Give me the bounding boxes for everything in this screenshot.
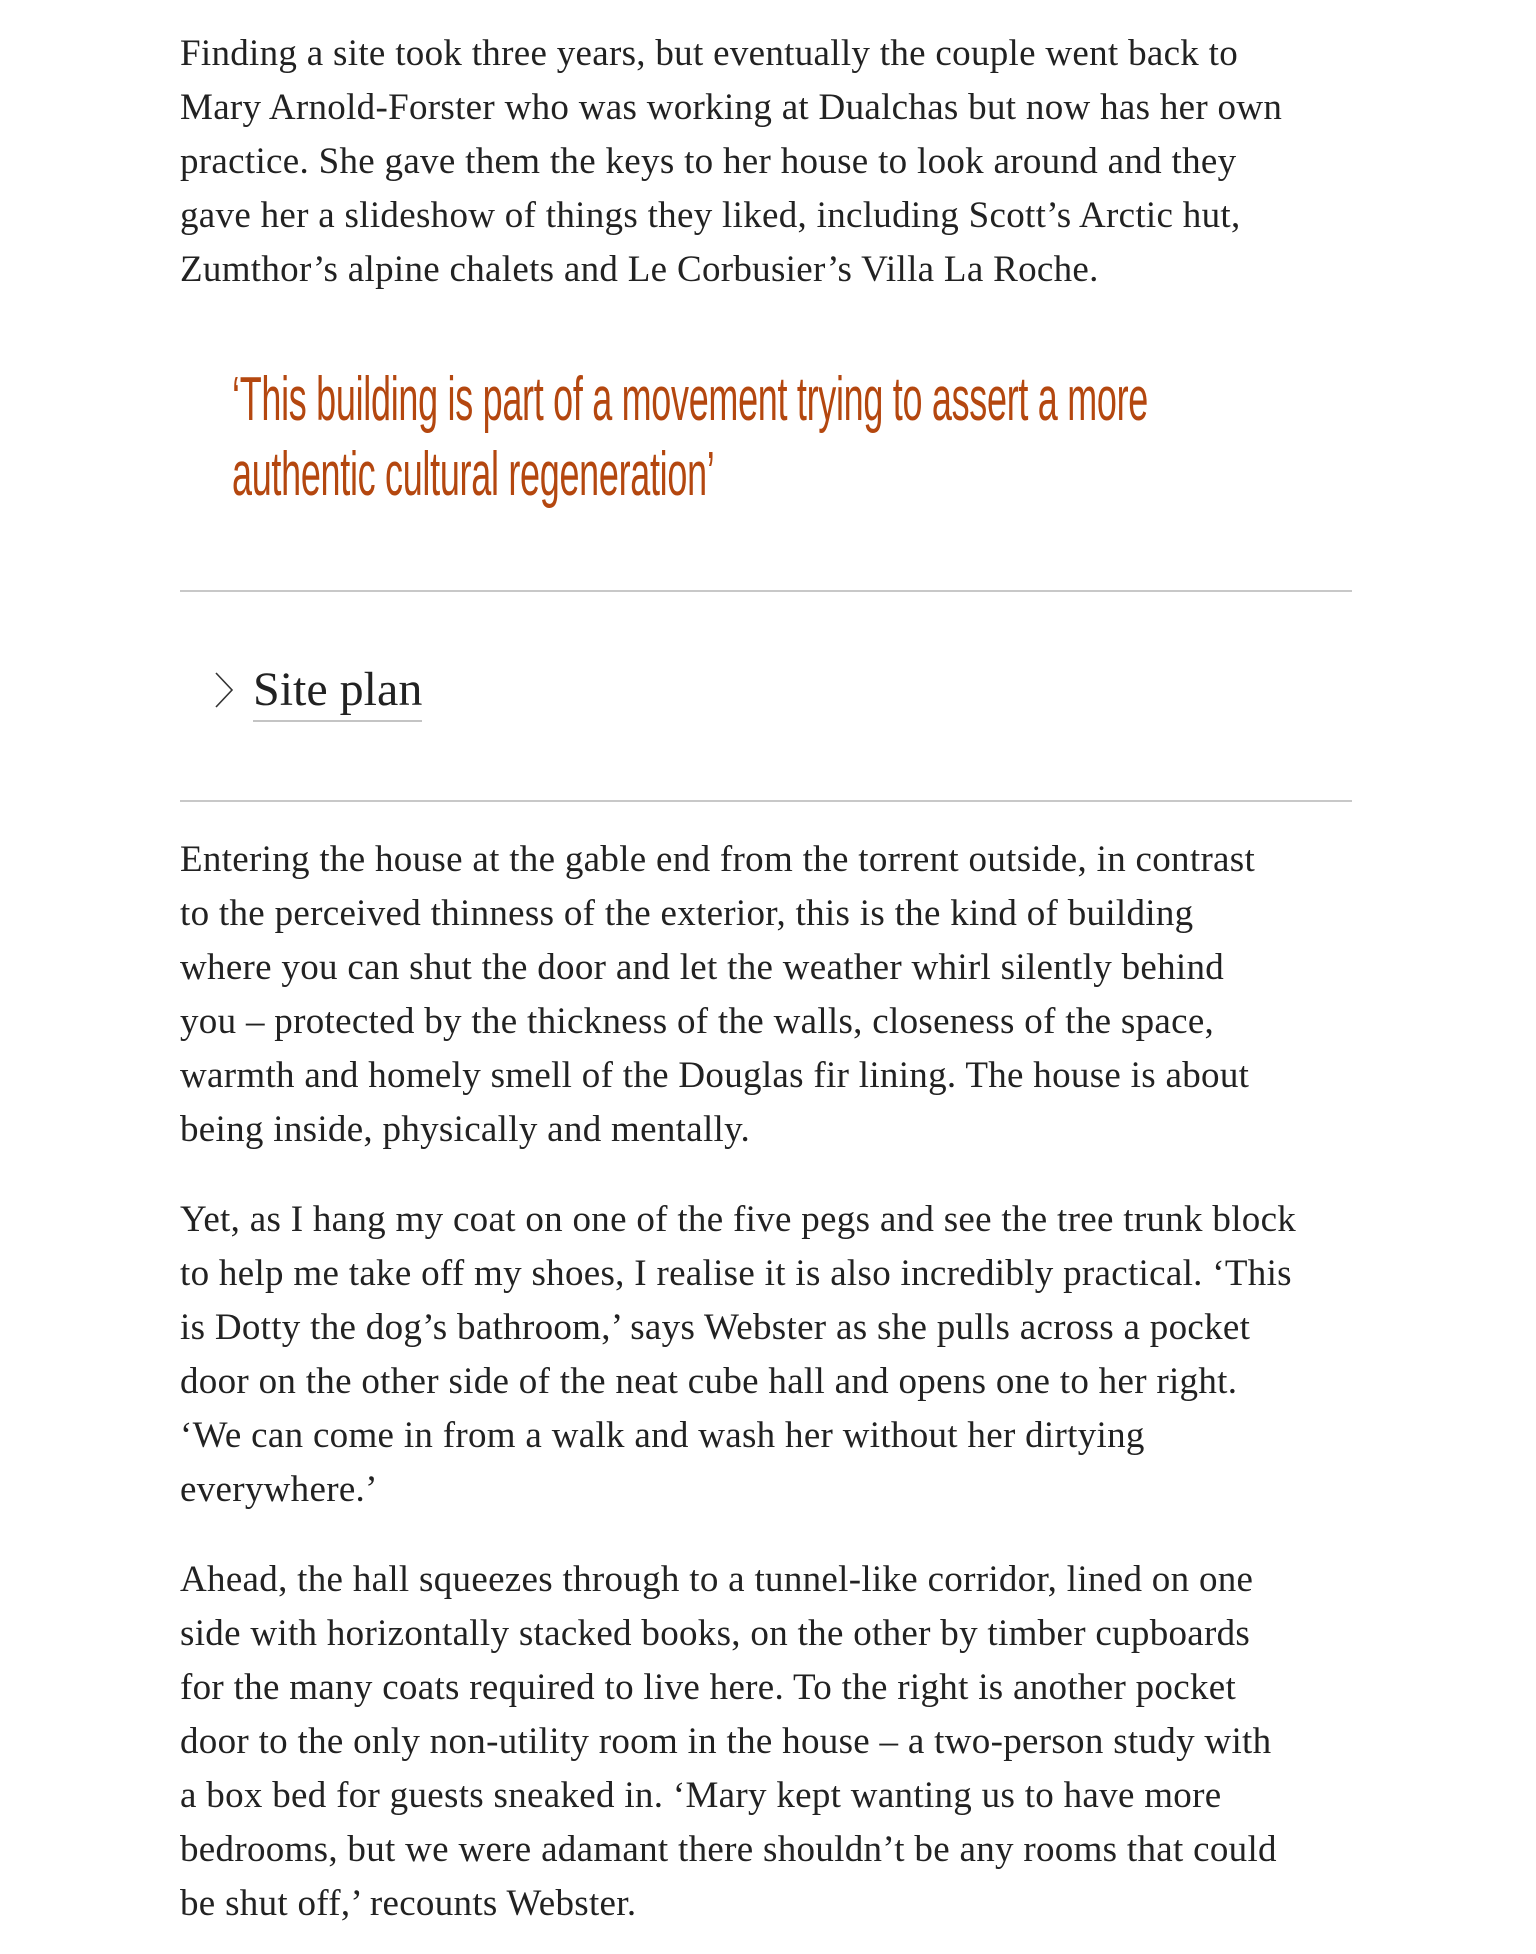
text-line: is Dotty the dog’s bathroom,’ says Webster as she pulls across a pocket [180, 1307, 1251, 1348]
text-line: you – protected by the thickness of the walls, closeness of the space, [180, 1001, 1215, 1042]
pull-quote-line: authentic cultural regeneration’ [232, 440, 715, 509]
text-line: a box bed for guests sneaked in. ‘Mary kept wanting us to have more [180, 1775, 1222, 1816]
text-line: Ahead, the hall squeezes through to a tunnel-like corridor, lined on one [180, 1559, 1254, 1600]
text-line: practice. She gave them the keys to her house to look around and they [180, 141, 1237, 182]
text-line: for the many coats required to live here. To the right is another pocket [180, 1667, 1237, 1708]
text-line: bedrooms, but we were adamant there shouldn’t be any rooms that could [180, 1829, 1277, 1870]
text-line: ‘We can come in from a walk and wash her without her dirtying [180, 1415, 1145, 1456]
section-divider-bottom [180, 800, 1352, 802]
text-line: Finding a site took three years, but eventually the couple went back to [180, 33, 1239, 74]
text-line: Yet, as I hang my coat on one of the five pegs and see the tree trunk block [180, 1199, 1297, 1240]
site-plan-toggle[interactable] [214, 660, 422, 724]
text-line: gave her a slideshow of things they liked, including Scott’s Arctic hut, [180, 195, 1241, 236]
chevron-right-icon [214, 672, 234, 708]
text-line: where you can shut the door and let the weather whirl silently behind [180, 947, 1225, 988]
text-line: Zumthor’s alpine chalets and Le Corbusier’s Villa La Roche. [180, 249, 1099, 290]
text-line: side with horizontally stacked books, on the other by timber cupboards [180, 1613, 1251, 1654]
text-line: warmth and homely smell of the Douglas fir lining. The house is about [180, 1055, 1250, 1096]
text-line: door on the other side of the neat cube hall and opens one to her right. [180, 1361, 1238, 1402]
text-line: everywhere.’ [180, 1469, 378, 1510]
pull-quote [232, 362, 1536, 512]
text-line: Entering the house at the gable end from the torrent outside, in contrast [180, 839, 1256, 880]
text-line: to help me take off my shoes, I realise it is also incredibly practical. ‘This [180, 1253, 1292, 1294]
section-divider-top [180, 590, 1352, 592]
text-line: to the perceived thinness of the exterior, this is the kind of building [180, 893, 1194, 934]
article-paragraph-4 [180, 1553, 1352, 1931]
text-line: door to the only non-utility room in the house – a two-person study with [180, 1721, 1272, 1762]
text-line: being inside, physically and mentally. [180, 1109, 751, 1150]
site-plan-link[interactable]: Site plan [253, 660, 422, 722]
text-line: Mary Arnold-Forster who was working at Dualchas but now has her own [180, 87, 1283, 128]
article-paragraph-1 [180, 27, 1352, 297]
article-paragraph-2 [180, 833, 1352, 1157]
article-paragraph-3 [180, 1193, 1352, 1517]
text-line: be shut off,’ recounts Webster. [180, 1883, 637, 1924]
pull-quote-line: ‘This building is part of a movement trying to assert a more [232, 365, 1148, 434]
